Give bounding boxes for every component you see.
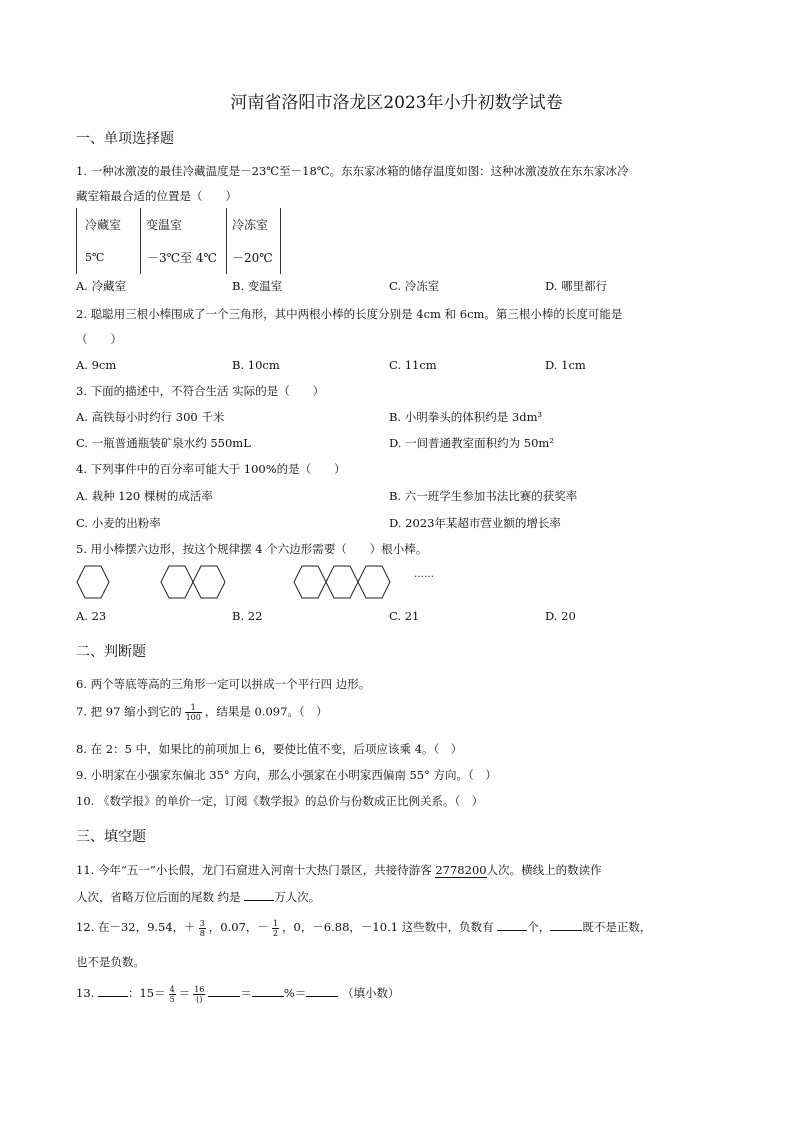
question-7-prefix: 7. 把 97 缩小到它的 xyxy=(76,704,182,719)
question-12-part1: 12. 在－32，9.54，＋ xyxy=(76,920,196,934)
fraction-denominator: 100 xyxy=(185,713,201,722)
question-11-line2 xyxy=(76,888,320,905)
fraction-numerator: 4 xyxy=(169,984,175,994)
table-header-freezer: 冷冻室 xyxy=(227,208,281,240)
question-4-option-d: D. 2023年某超市营业额的增长率 xyxy=(389,516,561,530)
question-2-option-a: A. 9cm xyxy=(76,358,117,372)
fraction-numerator: 16 xyxy=(194,984,205,994)
question-5-line1: 5. 用小棒摆六边形，按这个规律摆 4 个六边形需要（ ）根小棒。 xyxy=(76,542,428,556)
fraction-one-hundredth xyxy=(185,703,202,722)
fraction-denominator: 8 xyxy=(199,928,205,938)
question-7-suffix: ，结果是 0.097。（ ） xyxy=(204,704,328,719)
question-3-option-a: A. 高铁每小时约行 300 千米 xyxy=(76,410,225,424)
question-12-part2: ，0.07，－ xyxy=(208,920,269,934)
fraction-four-fifths xyxy=(169,985,176,1004)
section-heading-judgement: 二、判断题 xyxy=(76,644,146,660)
question-2-line2: （ ） xyxy=(76,332,122,346)
fraction-denominator: 2 xyxy=(272,928,278,938)
question-5-option-b: B. 22 xyxy=(232,609,263,623)
fraction-denominator: 5 xyxy=(169,994,175,1004)
answer-blank[interactable] xyxy=(497,918,527,931)
table-value-freezer: －20℃ xyxy=(227,240,281,274)
percent-equals: %＝ xyxy=(283,986,307,1000)
table-value-refrigerate: 5℃ xyxy=(77,240,141,274)
question-13-ratio: ：15＝ xyxy=(127,986,166,1000)
answer-blank[interactable] xyxy=(550,918,582,931)
fraction-numerator: 3 xyxy=(199,918,205,928)
section-heading-choice: 一、单项选择题 xyxy=(76,131,174,147)
question-4-option-b: B. 六一班学生参加书法比赛的获奖率 xyxy=(389,489,578,503)
table-value-variable: －3℃至 4℃ xyxy=(141,240,227,274)
hexagon-pattern-figure xyxy=(76,564,396,604)
table-header-variable: 变温室 xyxy=(141,208,227,240)
hexagon-shape xyxy=(294,566,326,598)
question-3-option-d: D. 一间普通教室面积约为 50m² xyxy=(389,436,554,450)
answer-blank[interactable] xyxy=(98,984,128,997)
question-2-option-c: C. 11cm xyxy=(389,358,437,372)
question-1-line2: 藏室箱最合适的位置是（ ） xyxy=(76,189,237,203)
question-3-option-b: B. 小明拳头的体积约是 3dm³ xyxy=(389,410,543,424)
pattern-ellipsis: …… xyxy=(414,569,434,580)
question-4-option-c: C. 小麦的出粉率 xyxy=(76,516,161,530)
question-6: 6. 两个等底等高的三角形一定可以拼成一个平行四 边形。 xyxy=(76,677,371,691)
fraction-denominator: () xyxy=(196,994,203,1004)
question-5-option-a: A. 23 xyxy=(76,609,107,623)
question-9: 9. 小明家在小强家东偏北 35° 方向，那么小强家在小明家西偏南 55° 方向。（ ） xyxy=(76,768,497,782)
question-11-suffix: 人次。横线上的数读作 xyxy=(486,863,602,877)
question-12-part3: ，0，－6.88，－10.1 这些数中，负数有 xyxy=(281,920,494,934)
question-3-line1: 3. 下面的描述中，不符合生活 实际的是（ ） xyxy=(76,384,325,398)
question-1-option-d: D. 哪里都行 xyxy=(545,279,608,293)
answer-blank[interactable] xyxy=(244,888,274,901)
underlined-visitor-count: 2778200 xyxy=(435,863,487,877)
section-heading-fill-blank: 三、填空题 xyxy=(76,829,146,845)
table-header-refrigerate: 冷藏室 xyxy=(77,208,141,240)
question-13 xyxy=(76,984,399,1004)
question-8: 8. 在 2：5 中，如果比的前项加上 6，要使比值不变，后项应该乘 4。（ ） xyxy=(76,742,463,756)
question-5-option-d: D. 20 xyxy=(545,609,576,623)
fraction-sixteen-over-blank xyxy=(193,985,205,1004)
question-11-prefix: 11. 今年“五一”小长假，龙门石窟进入河南十大热门景区，共接待游客 xyxy=(76,863,432,877)
equals-sign: ＝ xyxy=(178,986,191,1000)
question-12-part5: 既不是正数， xyxy=(582,920,652,934)
hexagon-shape xyxy=(193,566,225,598)
question-2-line1: 2. 聪聪用三根小棒围成了一个三角形，其中两根小棒的长度分别是 4cm 和 6cm。第三根小棒的长度可能是 xyxy=(76,307,623,321)
question-1-line1: 1. 一种冰激凌的最佳冷藏温度是－23℃至－18℃。东东家冰箱的储存温度如图：这种冰激凌放在东东家冰冷 xyxy=(76,164,629,178)
question-13-number: 13. xyxy=(76,986,95,1000)
hexagon-shape xyxy=(77,566,109,598)
question-5-option-c: C. 21 xyxy=(389,609,420,623)
question-12-line2: 也不是负数。 xyxy=(76,955,145,969)
answer-blank[interactable] xyxy=(306,984,338,997)
equals-sign: ＝ xyxy=(240,986,252,1000)
question-11-line2-text: 人次，省略万位后面的尾数 约是 xyxy=(76,890,241,904)
question-3-option-c: C. 一瓶普通瓶装矿泉水约 550mL xyxy=(76,436,251,450)
question-1-option-c: C. 冷冻室 xyxy=(389,279,440,293)
answer-blank[interactable] xyxy=(208,984,240,997)
question-2-option-b: B. 10cm xyxy=(232,358,280,372)
page-title: 河南省洛阳市洛龙区2023年小升初数学试卷 xyxy=(230,93,563,113)
question-11-line2-end: 万人次。 xyxy=(274,890,321,904)
question-2-option-d: D. 1cm xyxy=(545,358,586,372)
question-12-part4: 个， xyxy=(527,920,551,934)
fill-decimal-hint: （填小数） xyxy=(341,986,400,1000)
fridge-temperature-table xyxy=(76,208,281,274)
hexagon-shape xyxy=(161,566,193,598)
fraction-numerator: 1 xyxy=(185,703,202,713)
fraction-three-eighths xyxy=(199,919,206,938)
question-7 xyxy=(76,703,328,722)
hexagon-shape xyxy=(326,566,358,598)
answer-blank[interactable] xyxy=(252,984,284,997)
question-11-line1 xyxy=(76,862,602,878)
question-10: 10. 《数学报》的单价一定，订阅《数学报》的总价与份数成正比例关系。（ ） xyxy=(76,794,484,808)
hexagon-shape xyxy=(358,566,390,598)
question-1-option-b: B. 变温室 xyxy=(232,279,283,293)
fraction-one-half xyxy=(272,919,279,938)
question-4-option-a: A. 栽种 120 棵树的成活率 xyxy=(76,489,213,503)
question-1-option-a: A. 冷藏室 xyxy=(76,279,127,293)
question-4-line1: 4. 下列事件中的百分率可能大于 100%的是（ ） xyxy=(76,462,346,476)
fraction-numerator: 1 xyxy=(272,918,278,928)
question-12-line1 xyxy=(76,918,651,938)
